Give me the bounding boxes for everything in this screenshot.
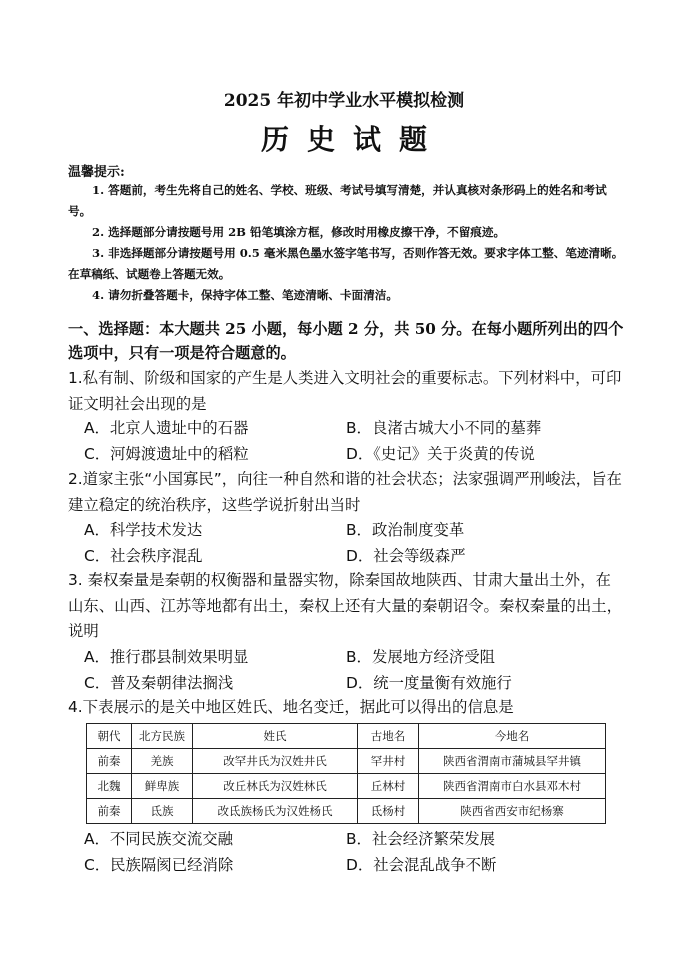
- table-row: [87, 774, 606, 799]
- exam-subtitle: 2025 年初中学业水平模拟检测: [223, 91, 465, 111]
- table-cell: 改丘林氏为汉姓林氏: [193, 774, 358, 799]
- option-d: D．社会混乱战争不断: [346, 855, 497, 874]
- option-b: B．良渚古城大小不同的墓葬: [346, 419, 542, 437]
- option-b: B．政治制度变革: [346, 521, 465, 539]
- question-3-options: [84, 645, 624, 696]
- option-b: B．发展地方经济受阻: [346, 648, 496, 666]
- table-cell: 陕西省渭南市白水县邓木村: [419, 774, 606, 799]
- table-cell: 改罕井氏为汉姓井氏: [193, 749, 358, 774]
- question-4-options: [84, 827, 624, 878]
- table-cell: 丘林村: [358, 774, 419, 799]
- question-1-options: [84, 416, 624, 467]
- tips-heading: 温馨提示:: [68, 165, 125, 180]
- question-4-stem: 4.下表展示的是关中地区姓氏、地名变迁，据此可以得出的信息是: [68, 698, 514, 716]
- tip-item: 4. 请勿折叠答题卡，保持字体工整、笔迹清晰、卡面清洁。: [92, 288, 398, 302]
- option-a: A．北京人遗址中的石器: [84, 419, 249, 437]
- table-header-cell: 姓氏: [193, 724, 358, 749]
- question-3-stem: 3. 秦权秦量是秦朝的权衡器和量器实物，除秦国故地陕西、甘肃大量出土外，在山东、山西、江苏等地都有出土，秦权上还有大量的秦朝诏令。秦权秦量的出土，说明: [68, 571, 623, 640]
- table-cell: 前秦: [87, 799, 132, 824]
- question-2-options: [84, 518, 624, 569]
- option-a: A．科学技术发达: [84, 521, 203, 539]
- option-c: C．普及秦朝律法搁浅: [84, 673, 234, 692]
- section-heading: 一、选择题：本大题共 25 小题，每小题 2 分，共 50 分。在每小题所列出的四个选项中，只有一项是符合题意的。: [68, 320, 624, 362]
- option-d: D．《史记》关于炎黄的传说: [346, 444, 535, 463]
- option-a: A．不同民族交流交融: [84, 830, 234, 848]
- table-cell: 罕井村: [358, 749, 419, 774]
- option-b: B．社会经济繁荣发展: [346, 830, 496, 848]
- question-1-stem: 1.私有制、阶级和国家的产生是人类进入文明社会的重要标志。下列材料中，可印证文明社会出现的是: [68, 369, 622, 413]
- option-c: C．社会秩序混乱: [84, 546, 203, 565]
- table-row: [87, 799, 606, 824]
- option-d: D．社会等级森严: [346, 546, 466, 565]
- surname-place-table: [86, 723, 606, 824]
- table-header-cell: 古地名: [358, 724, 419, 749]
- table-cell: 陕西省西安市纪杨寨: [419, 799, 606, 824]
- table-row: [87, 749, 606, 774]
- exam-title: 历史试题: [260, 123, 445, 156]
- question-2-stem: 2.道家主张“小国寡民”，向往一种自然和谐的社会状态；法家强调严刑峻法，旨在建立稳定的统治秩序，这些学说折射出当时: [68, 470, 622, 514]
- option-c: C．河姆渡遗址中的稻粒: [84, 444, 249, 463]
- table-cell: 北魏: [87, 774, 132, 799]
- table-cell: 羌族: [132, 749, 193, 774]
- table-cell: 鲜卑族: [132, 774, 193, 799]
- table-header-row: [87, 724, 606, 749]
- table-cell: 陕西省渭南市蒲城县罕井镇: [419, 749, 606, 774]
- tips-list: [68, 180, 624, 306]
- table-header-cell: 今地名: [419, 724, 606, 749]
- tip-item: 1. 答题前，考生先将自己的姓名、学校、班级、考试号填写清楚，并认真核对条形码上的姓名和考试号。: [68, 183, 607, 218]
- table-cell: 氐族: [132, 799, 193, 824]
- table-header-cell: 北方民族: [132, 724, 193, 749]
- table-header-cell: 朝代: [87, 724, 132, 749]
- option-a: A．推行郡县制效果明显: [84, 648, 249, 666]
- table-cell: 氐杨村: [358, 799, 419, 824]
- table-cell: 前秦: [87, 749, 132, 774]
- option-d: D．统一度量衡有效施行: [346, 673, 512, 692]
- option-c: C．民族隔阂已经消除: [84, 855, 234, 874]
- table-cell: 改氐族杨氏为汉姓杨氏: [193, 799, 358, 824]
- tip-item: 2. 选择题部分请按题号用 2B 铅笔填涂方框，修改时用橡皮擦干净，不留痕迹。: [92, 225, 506, 239]
- tip-item: 3. 非选择题部分请按题号用 0.5 毫米黑色墨水签字笔书写，否则作答无效。要求字体工整、笔迹清晰。在草稿纸、试题卷上答题无效。: [68, 246, 624, 281]
